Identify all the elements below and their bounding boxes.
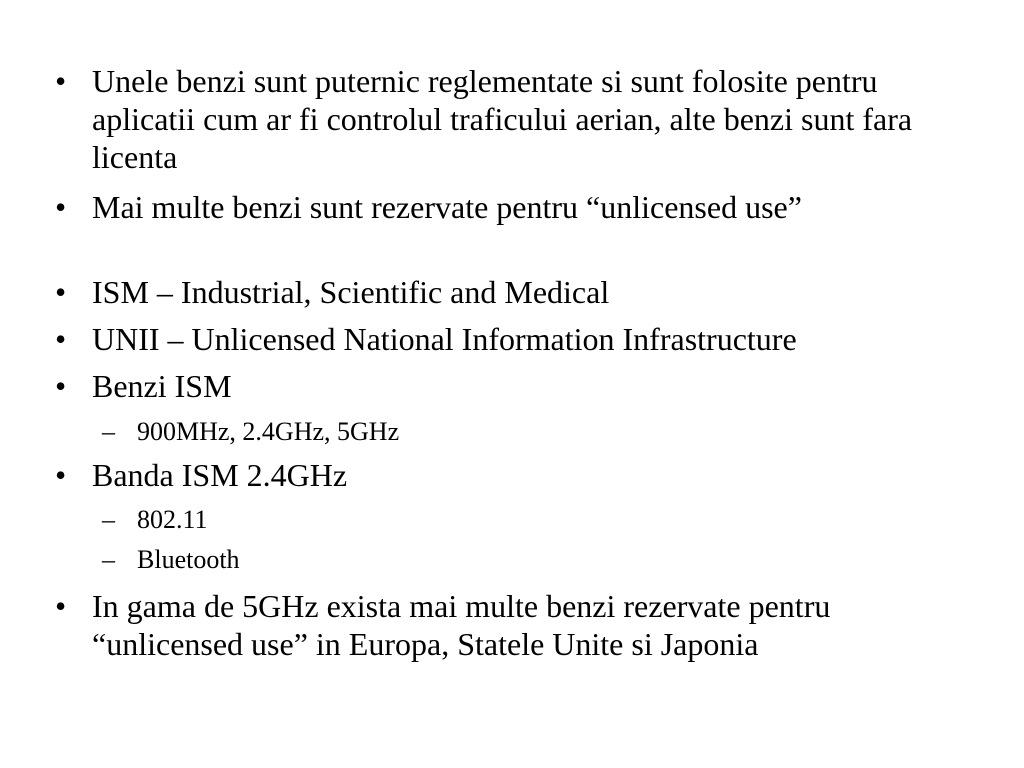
bullet-item — [55, 320, 1022, 358]
bullet-item — [55, 273, 997, 311]
sub-bullet-text: Bluetooth — [137, 545, 240, 574]
bullet-marker: • — [55, 368, 67, 404]
bullet-item — [55, 62, 972, 176]
bullet-marker: • — [55, 588, 67, 624]
sub-bullet-text: 802.11 — [137, 505, 208, 534]
bullet-text: Benzi ISM — [92, 368, 232, 404]
bullet-item — [55, 456, 997, 494]
bullet-marker: • — [55, 189, 67, 225]
bullet-text: UNII – Unlicensed National Information Infrastructure — [92, 321, 797, 357]
bullet-marker: • — [55, 63, 67, 99]
sub-bullet-item — [55, 417, 987, 447]
sub-bullet-marker: – — [102, 545, 115, 574]
sub-bullet-text: 900MHz, 2.4GHz, 5GHz — [137, 417, 400, 446]
bullet-marker: • — [55, 321, 67, 357]
bullet-marker: • — [55, 274, 67, 310]
bullet-text: In gama de 5GHz exista mai multe benzi rezervate pentru “unlicensed use” in Europa, Statele Unite si Japonia — [92, 588, 831, 662]
bullet-text: Banda ISM 2.4GHz — [92, 457, 348, 493]
sub-bullet-item — [55, 505, 987, 535]
bullet-text: Mai multe benzi sunt rezervate pentru “unlicensed use” — [92, 189, 802, 225]
bullet-item — [55, 367, 997, 405]
sub-bullet-marker: – — [102, 505, 115, 534]
bullet-marker: • — [55, 457, 67, 493]
bullet-text: Unele benzi sunt puternic reglementate si sunt folosite pentru aplicatii cum ar fi controlul traficului aerian, alte benzi sunt fara licenta — [92, 63, 913, 175]
bullet-item — [55, 188, 912, 226]
bullet-text: ISM – Industrial, Scientific and Medical — [92, 274, 610, 310]
sub-bullet-marker: – — [102, 417, 115, 446]
bullet-item — [55, 587, 922, 663]
sub-bullet-item — [55, 545, 987, 575]
